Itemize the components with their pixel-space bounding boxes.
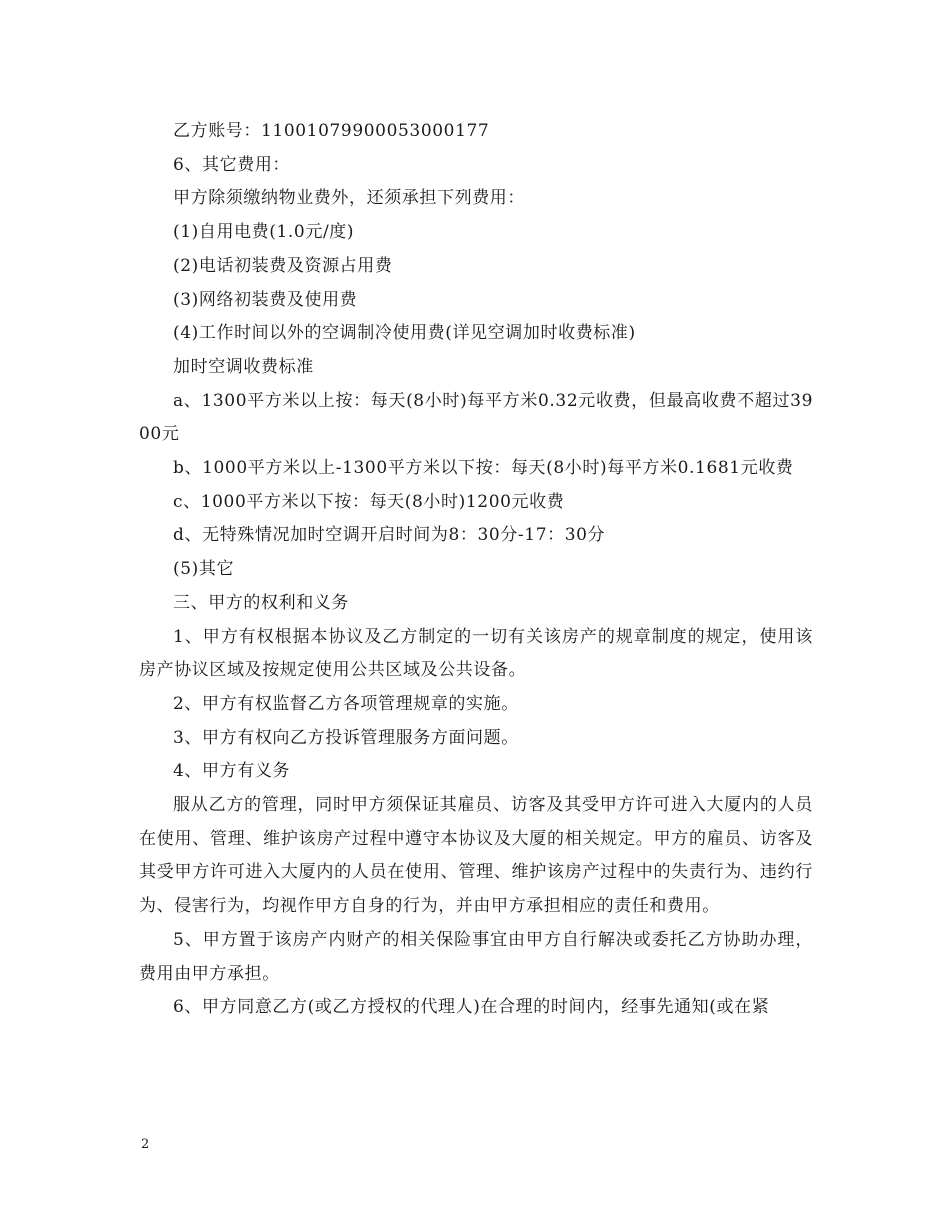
paragraph-ac-standard-b: b、1000平方米以上-1300平方米以下按：每天(8小时)每平方米0.1681元收费 xyxy=(173,458,794,479)
paragraph-obligation-body: 服从乙方的管理，同时甲方须保证其雇员、访客及其受甲方许可进入大厦内的人员在使用、管理、维护该房产过程中遵守本协议及大厦的相关规定。甲方的雇员、访客及其受甲方许可进入大厦内的人员在使用、管理、维护该房产过程中的失责行为、违约行为、侵害行为，均视作甲方自身的行为，并由甲方承担相应的责任和费用。 xyxy=(139,795,813,917)
paragraph-ac-fee: (4)工作时间以外的空调制冷使用费(详见空调加时收费标准) xyxy=(173,323,636,344)
paragraph-ac-standard-c: c、1000平方米以下按：每天(8小时)1200元收费 xyxy=(173,491,565,512)
paragraph-right-2: 2、甲方有权监督乙方各项管理规章的实施。 xyxy=(173,693,519,714)
paragraph-right-1: 1、甲方有权根据本协议及乙方制定的一切有关该房产的规章制度的规定，使用该房产协议区域及按规定使用公共区域及公共设备。 xyxy=(139,626,813,681)
paragraph-insurance: 5、甲方置于该房产内财产的相关保险事宜由甲方自行解决或委托乙方协助办理，费用由甲方承担。 xyxy=(139,929,813,984)
paragraph-ac-standard-d: d、无特殊情况加时空调开启时间为8：30分-17：30分 xyxy=(173,525,606,546)
paragraph-access-consent: 6、甲方同意乙方(或乙方授权的代理人)在合理的时间内，经事先通知(或在紧 xyxy=(173,997,770,1018)
page-number: 2 xyxy=(141,1137,150,1152)
paragraph-network-fee: (3)网络初装费及使用费 xyxy=(173,289,358,310)
paragraph-account: 乙方账号：11001079900053000177 xyxy=(173,121,490,141)
paragraph-fees-intro: 甲方除须缴纳物业费外，还须承担下列费用： xyxy=(173,188,525,209)
paragraph-ac-standard-a: a、1300平方米以上按：每天(8小时)每平方米0.32元收费，但最高收费不超过3900元 xyxy=(139,390,813,445)
paragraph-right-3: 3、甲方有权向乙方投诉管理服务方面问题。 xyxy=(173,727,519,748)
paragraph-phone-fee: (2)电话初装费及资源占用费 xyxy=(173,255,393,276)
paragraph-electricity-fee: (1)自用电费(1.0元/度) xyxy=(173,222,355,243)
document-body xyxy=(139,115,813,1025)
paragraph-obligation-heading: 4、甲方有义务 xyxy=(173,761,291,782)
section-heading-party-a-rights: 三、甲方的权利和义务 xyxy=(173,592,349,613)
paragraph-ac-standard-heading: 加时空调收费标准 xyxy=(173,356,314,377)
paragraph-other: (5)其它 xyxy=(173,559,235,580)
paragraph-other-fees-heading: 6、其它费用： xyxy=(173,154,291,175)
